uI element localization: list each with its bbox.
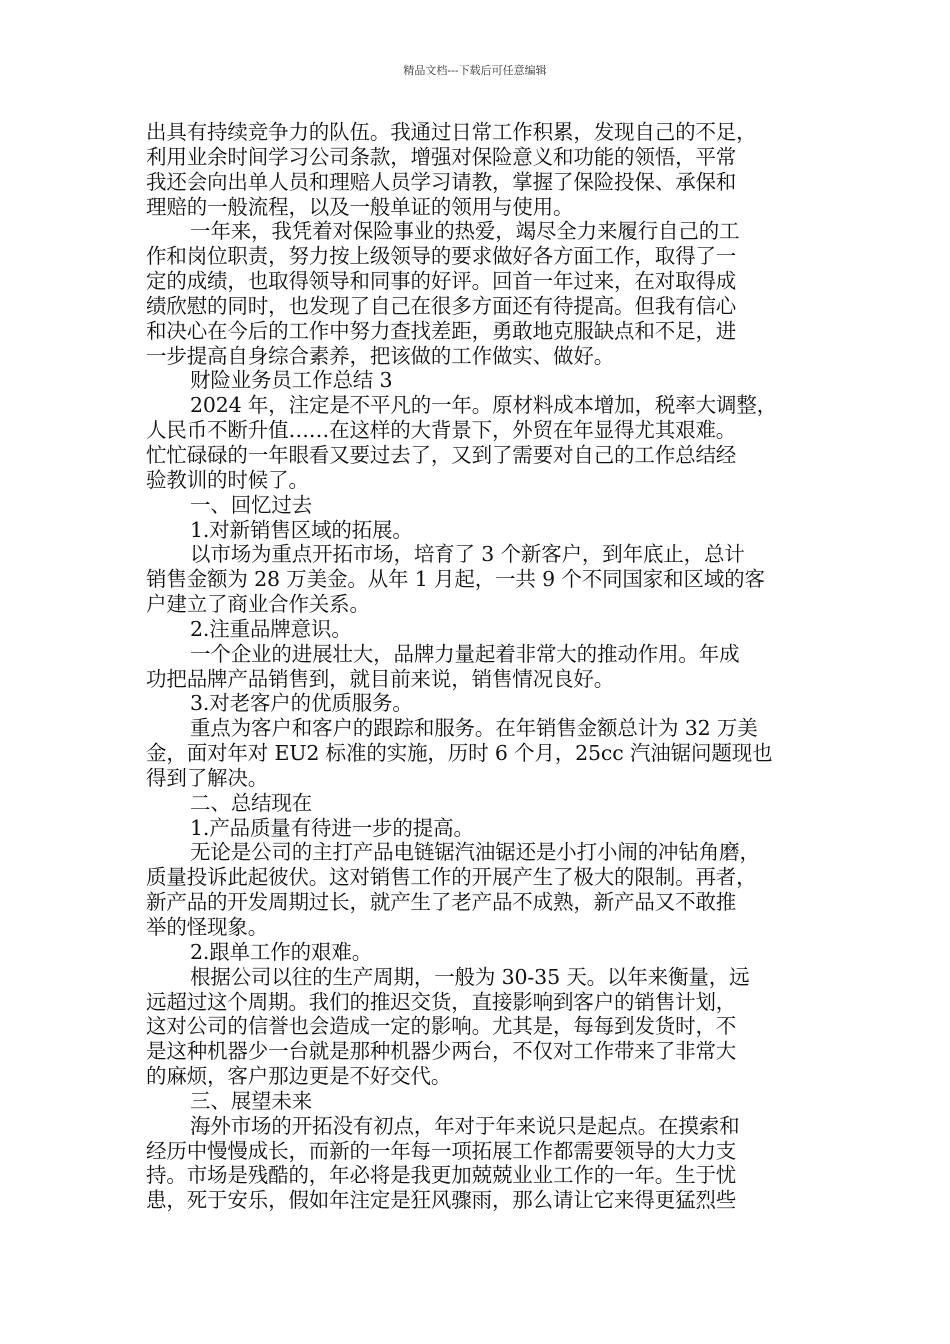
text-line: 一年来，我凭着对保险事业的热爱，竭尽全力来履行自己的工 <box>190 219 740 244</box>
text-line: 2.跟单工作的艰难。 <box>190 939 373 964</box>
text-line: 得到了解决。 <box>146 765 269 790</box>
text-line: 金，面对年对 EU2 标准的实施，历时 6 个月，25cc 汽油锯问题现也 <box>146 741 773 766</box>
text-line: 持。市场是残酷的，年必将是我更加兢兢业业工作的一年。生于忧 <box>146 1163 737 1188</box>
text-line: 一个企业的进展壮大，品牌力量起着非常大的推动作用。年成 <box>190 641 740 666</box>
text-line: 出具有持续竞争力的队伍。我通过日常工作积累，发现自己的不足， <box>146 120 757 144</box>
page-header: 精品文档---下载后可任意编辑 <box>403 64 547 77</box>
text-line: 我还会向出单人员和理赔人员学习请教，掌握了保险投保、承保和 <box>146 169 737 194</box>
text-line: 户建立了商业合作关系。 <box>146 592 370 617</box>
text-line: 这对公司的信誉也会造成一定的影响。尤其是，每每到发货时，不 <box>146 1014 737 1039</box>
text-line: 一、回忆过去 <box>190 492 313 517</box>
text-line: 1.对新销售区域的拓展。 <box>190 517 413 542</box>
text-line: 经历中慢慢成长，而新的一年每一项拓展工作都需要领导的大力支 <box>146 1138 737 1163</box>
text-line: 利用业余时间学习公司条款，增强对保险意义和功能的领悟，平常 <box>146 144 737 169</box>
text-line: 定的成绩，也取得领导和同事的好评。回首一年过来，在对取得成 <box>146 269 737 294</box>
document-body <box>146 120 808 1213</box>
text-line: 作和岗位职责，努力按上级领导的要求做好各方面工作，取得了一 <box>146 244 737 269</box>
text-line: 举的怪现象。 <box>146 915 269 939</box>
text-line: 远超过这个周期。我们的推迟交货，直接影响到客户的销售计划， <box>146 989 737 1014</box>
text-line: 一步提高自身综合素养，把该做的工作做实、做好。 <box>146 343 615 368</box>
text-line: 人民币不断升值……在这样的大背景下，外贸在年显得尤其艰难。 <box>146 418 737 443</box>
text-line: 绩欣慰的同时，也发现了自己在很多方面还有待提高。但我有信心 <box>146 293 737 318</box>
text-line: 海外市场的开拓没有初点，年对于年来说只是起点。在摸索和 <box>190 1113 740 1138</box>
text-line: 2.注重品牌意识。 <box>190 616 352 641</box>
text-line: 和决心在今后的工作中努力查找差距，勇敢地克服缺点和不足，进 <box>146 318 737 343</box>
text-line: 三、展望未来 <box>190 1088 313 1113</box>
text-line: 1.产品质量有待进一步的提高。 <box>190 815 474 840</box>
text-line: 理赔的一般流程，以及一般单证的领用与使用。 <box>146 194 574 219</box>
text-line: 根据公司以往的生产周期，一般为 30-35 天。以年来衡量，远 <box>190 964 750 989</box>
text-line: 患，死于安乐，假如年注定是狂风骤雨，那么请让它来得更猛烈些 <box>146 1188 737 1213</box>
text-line: 销售金额为 28 万美金。从年 1 月起，一共 9 个不同国家和区域的客 <box>146 567 765 592</box>
text-line: 财险业务员工作总结 3 <box>190 368 393 393</box>
text-line: 3.对老客户的优质服务。 <box>190 691 413 716</box>
text-line: 功把品牌产品销售到，就目前来说，销售情况良好。 <box>146 666 615 691</box>
text-line: 新产品的开发周期过长，就产生了老产品不成熟，新产品又不敢推 <box>146 890 737 915</box>
text-line: 质量投诉此起彼伏。这对销售工作的开展产生了极大的限制。再者， <box>146 865 757 890</box>
text-line: 忙忙碌碌的一年眼看又要过去了，又到了需要对自己的工作总结经 <box>146 442 737 467</box>
text-line: 是这种机器少一台就是那种机器少两台，不仅对工作带来了非常大 <box>146 1039 737 1064</box>
text-line: 的麻烦，客户那边更是不好交代。 <box>146 1064 452 1089</box>
text-line: 以市场为重点开拓市场，培育了 3 个新客户，到年底止，总计 <box>190 542 745 567</box>
text-line: 验教训的时候了。 <box>146 467 309 492</box>
text-line: 无论是公司的主打产品电链锯汽油锯还是小打小闹的冲钻角磨， <box>190 840 760 865</box>
text-line: 2024 年，注定是不平凡的一年。原材料成本增加，税率大调整， <box>190 393 778 418</box>
text-line: 重点为客户和客户的跟踪和服务。在年销售金额总计为 32 万美 <box>190 716 758 741</box>
text-line: 二、总结现在 <box>190 790 313 815</box>
